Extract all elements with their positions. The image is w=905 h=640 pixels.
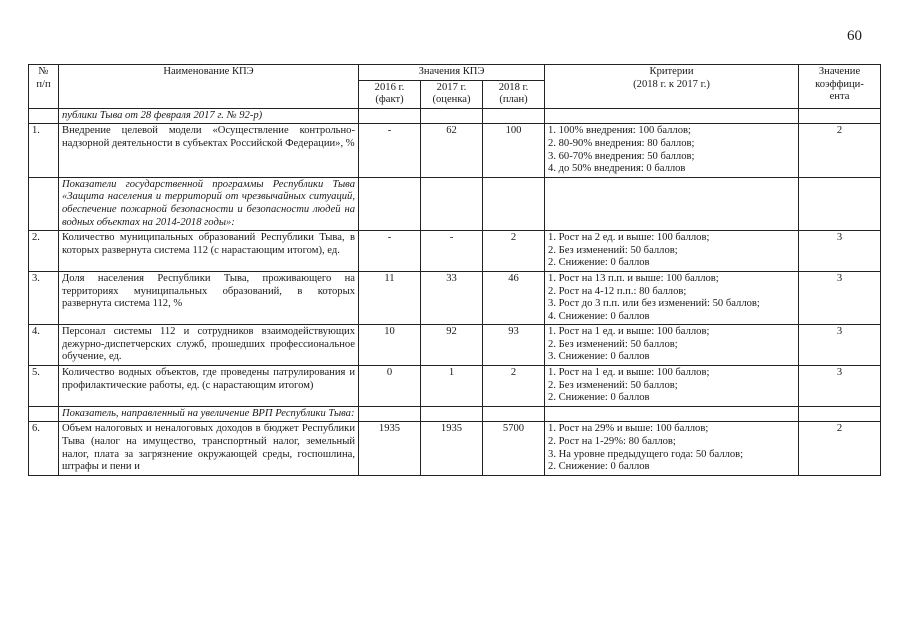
section-row xyxy=(29,177,881,230)
table-row xyxy=(29,366,881,407)
row-coef: 3 xyxy=(799,366,881,407)
row-coef: 3 xyxy=(799,325,881,366)
table-row xyxy=(29,124,881,177)
row-2016: 10 xyxy=(359,325,421,366)
row-num: 5. xyxy=(29,366,59,407)
table-header-row xyxy=(29,65,881,81)
header-coef: Значение коэффици- ента xyxy=(799,65,881,109)
row-name: Объем налоговых и неналоговых доходов в бюджет Республики Тыва (налог на имущество, транспортный налог, земельный налог, плата за загрязнение окружающей среды, госпошлина, штрафы и пени и xyxy=(59,422,359,475)
row-name: Количество муниципальных образований Республики Тыва, в которых развернута система 112 (с нарастающим итогом), ед. xyxy=(59,231,359,272)
row-2017: 33 xyxy=(421,271,483,324)
row-2018: 5700 xyxy=(483,422,545,475)
row-num: 2. xyxy=(29,231,59,272)
table-row xyxy=(29,271,881,324)
row-2018: 2 xyxy=(483,366,545,407)
row-num: 4. xyxy=(29,325,59,366)
row-coef: 2 xyxy=(799,124,881,177)
row-criteria: 1. Рост на 1 ед. и выше: 100 баллов; 2. Без изменений: 50 баллов; 3. Снижение: 0 баллов xyxy=(545,325,799,366)
row-2018: 2 xyxy=(483,231,545,272)
header-values: Значения КПЭ xyxy=(359,65,545,81)
row-2018: 46 xyxy=(483,271,545,324)
row-name: Количество водных объектов, где проведены патрулирования и профилактические работы, ед. (с нарастающим итогом) xyxy=(59,366,359,407)
row-criteria: 1. Рост на 29% и выше: 100 баллов; 2. Рост на 1-29%: 80 баллов; 3. На уровне предыдущего года: 50 баллов; 2. Снижение: 0 баллов xyxy=(545,422,799,475)
row-criteria: 1. Рост на 13 п.п. и выше: 100 баллов; 2. Рост на 4-12 п.п.: 80 баллов; 3. Рост до 3 п.п. или без изменений: 50 баллов; 4. Снижение: 0 баллов xyxy=(545,271,799,324)
section-vrp: Показатель, направленный на увеличение ВРП Республики Тыва: xyxy=(59,406,359,422)
row-coef: 3 xyxy=(799,231,881,272)
header-criteria: Критерии (2018 г. к 2017 г.) xyxy=(545,65,799,109)
table-row xyxy=(29,231,881,272)
row-name: Персонал системы 112 и сотрудников взаимодействующих дежурно-диспетчерских служб, прошедших профессиональное обучение, ед. xyxy=(59,325,359,366)
row-2016: - xyxy=(359,124,421,177)
row-2017: 1 xyxy=(421,366,483,407)
row-2016: 11 xyxy=(359,271,421,324)
header-2017: 2017 г. (оценка) xyxy=(421,80,483,108)
section-program: Показатели государственной программы Республики Тыва «Защита населения и территорий от чрезвычайных ситуаций, обеспечение пожарной безопасности и безопасности людей на водных объектах на 2014-2018 годы»: xyxy=(59,177,359,230)
row-2017: 62 xyxy=(421,124,483,177)
row-criteria: 1. 100% внедрения: 100 баллов; 2. 80-90% внедрения: 80 баллов; 3. 60-70% внедрения: 50 баллов; 4. до 50% внедрения: 0 баллов xyxy=(545,124,799,177)
row-2017: 1935 xyxy=(421,422,483,475)
header-name: Наименование КПЭ xyxy=(59,65,359,109)
section-row xyxy=(29,108,881,124)
row-2016: - xyxy=(359,231,421,272)
row-num: 3. xyxy=(29,271,59,324)
row-coef: 3 xyxy=(799,271,881,324)
row-coef: 2 xyxy=(799,422,881,475)
row-2018: 100 xyxy=(483,124,545,177)
row-criteria: 1. Рост на 2 ед. и выше: 100 баллов; 2. Без изменений: 50 баллов; 2. Снижение: 0 баллов xyxy=(545,231,799,272)
row-name: Доля населения Республики Тыва, проживающего на территориях муниципальных образований, в которых развернута система 112, % xyxy=(59,271,359,324)
row-name: Внедрение целевой модели «Осуществление контрольно-надзорной деятельности в субъектах Российской Федерации», % xyxy=(59,124,359,177)
row-num: 6. xyxy=(29,422,59,475)
row-2017: - xyxy=(421,231,483,272)
kpi-table xyxy=(28,64,881,476)
section-continuation: публики Тыва от 28 февраля 2017 г. № 92-р) xyxy=(59,108,359,124)
row-2016: 1935 xyxy=(359,422,421,475)
header-num: № п/п xyxy=(29,65,59,109)
row-2017: 92 xyxy=(421,325,483,366)
row-criteria: 1. Рост на 1 ед. и выше: 100 баллов; 2. Без изменений: 50 баллов; 2. Снижение: 0 баллов xyxy=(545,366,799,407)
section-row xyxy=(29,406,881,422)
page-number: 60 xyxy=(847,28,862,44)
row-2018: 93 xyxy=(483,325,545,366)
header-2016: 2016 г. (факт) xyxy=(359,80,421,108)
row-num: 1. xyxy=(29,124,59,177)
row-2016: 0 xyxy=(359,366,421,407)
table-row xyxy=(29,422,881,475)
table-row xyxy=(29,325,881,366)
header-2018: 2018 г. (план) xyxy=(483,80,545,108)
